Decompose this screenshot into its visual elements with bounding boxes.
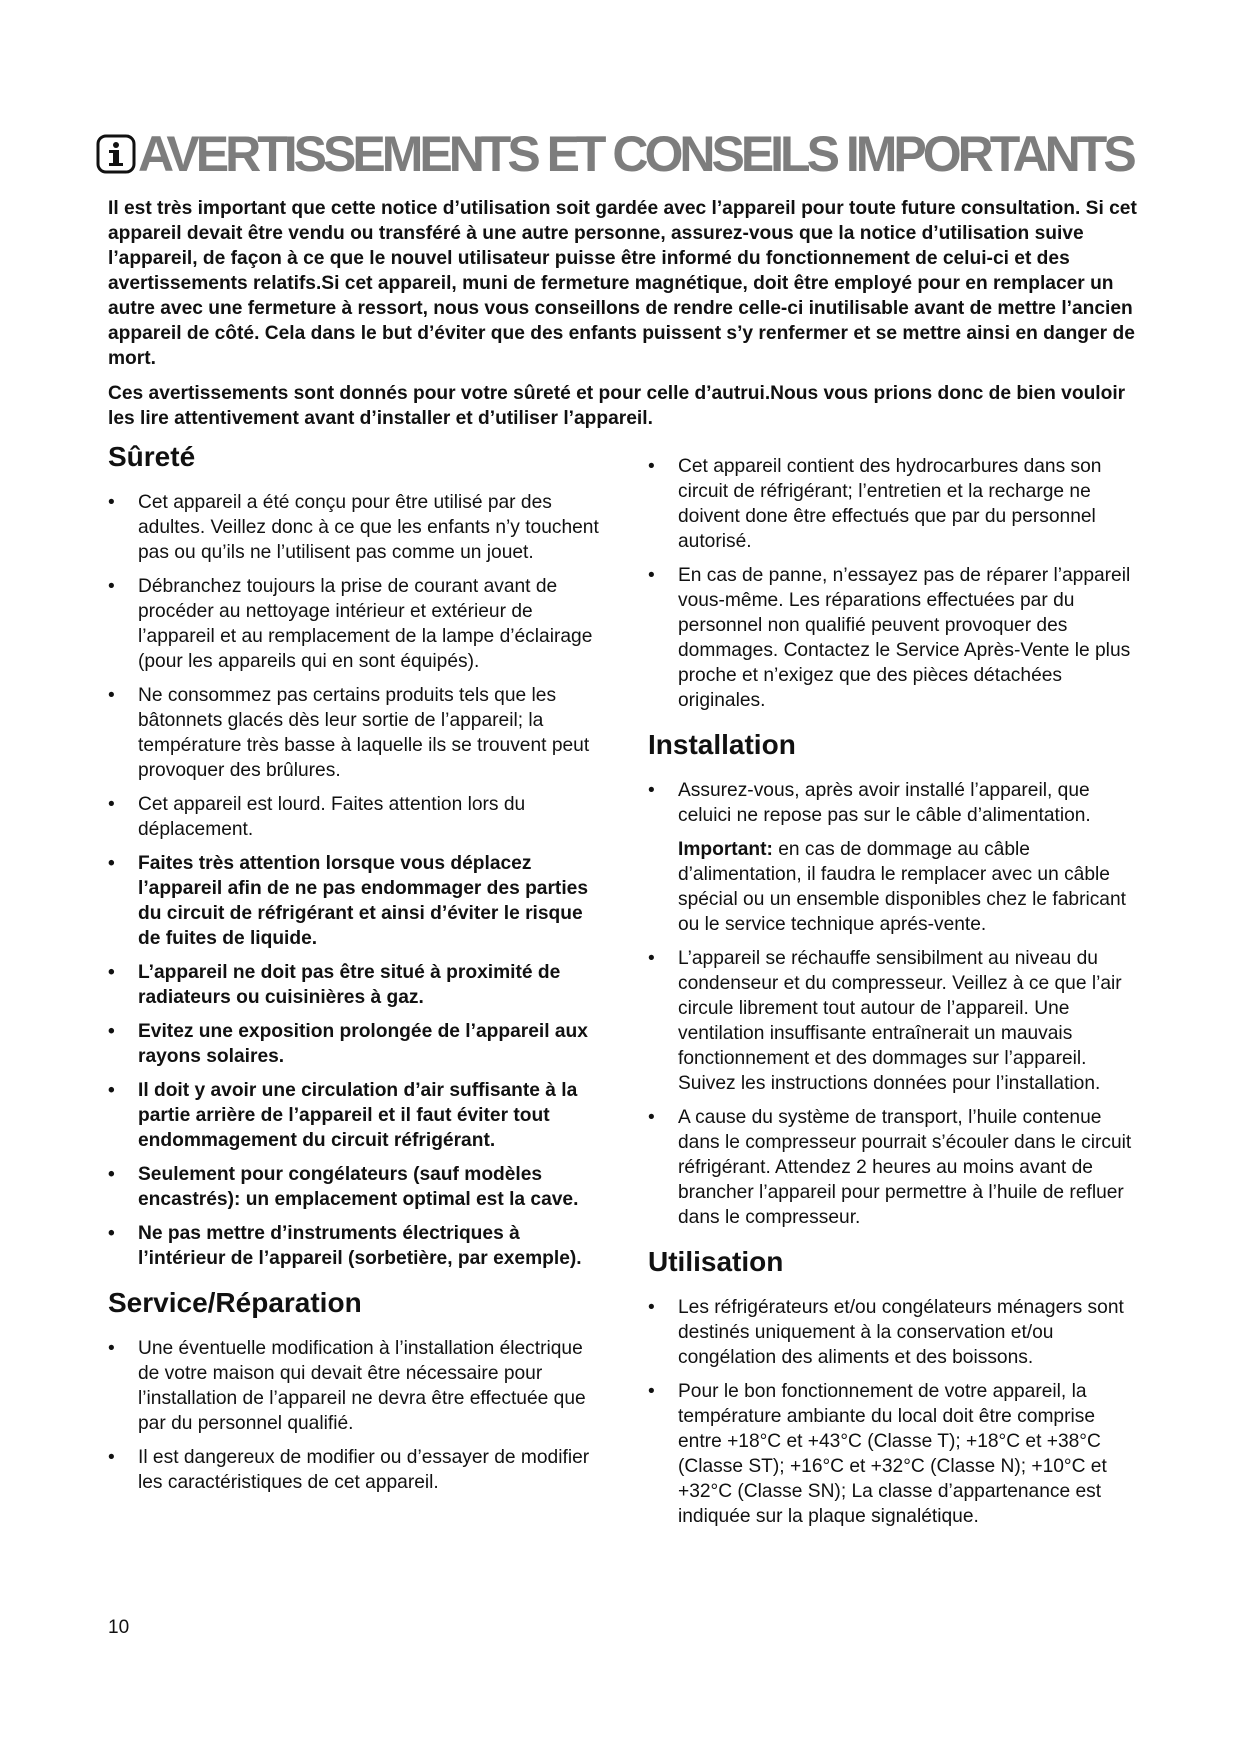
page-title: AVERTISSEMENTS ET CONSEILS IMPORTANTS [138, 126, 1133, 182]
list-item: • Assurez-vous, après avoir installé l’appareil, que celuici ne repose pas sur le câble d’alimentation. Important: en cas de dommage au câble d’alimentation, il faudra le remplacer avec un câble spécial ou un ensemble disponibles chez le fabricant ou le service technique aprés-vente. [648, 778, 1142, 937]
list-item: • Cet appareil a été conçu pour être utilisé par des adultes. Veillez donc à ce que les enfants n’y touchent pas ou qu’ils ne l’utilisent pas comme un jouet. [108, 492, 599, 563]
bullet: • [648, 1107, 655, 1128]
list-item: • Cet appareil contient des hydrocarbures dans son circuit de réfrigérant; l’entretien et la recharge ne doivent done être effectués que par du personnel autorisé. [648, 456, 1102, 552]
list-item: • Les réfrigérateurs et/ou congélateurs ménagers sont destinés uniquement à la conservation et/ou congélation des aliments et des boissons. [648, 1297, 1124, 1368]
important-note: Important: en cas de dommage au câble d’alimentation, il faudra le remplacer avec un câble spécial ou un ensemble disponibles chez le fabricant ou le service technique aprés-vente. [678, 839, 1126, 935]
page-header [96, 118, 1156, 190]
bullet: • [108, 1338, 115, 1359]
list-item: • Il doit y avoir une circulation d’air suffisante à la partie arrière de l’appareil et il faut éviter tout endommagement du circuit réfrigérant. [108, 1080, 578, 1151]
bullet: • [108, 1164, 115, 1185]
section-heading-service: Service/Réparation [108, 1287, 362, 1318]
bullet: • [648, 780, 655, 801]
important-label: Important: [678, 839, 773, 860]
list-item: • L’appareil ne doit pas être situé à proximité de radiateurs ou cuisinières à gaz. [108, 962, 561, 1008]
bullet: • [108, 1021, 115, 1042]
list-item: • En cas de panne, n’essayez pas de réparer l’appareil vous-même. Les réparations effectuées par du personnel non qualifié peuvent provoquer des dommages. Contactez le Service Après-Vente le plus proche et n’exigez que des pièces détachées originales. [648, 565, 1131, 711]
bullet: • [108, 685, 115, 706]
section-heading-installation: Installation [648, 729, 796, 760]
section-heading-surete: Sûreté [108, 441, 196, 472]
bullet: • [108, 1080, 115, 1101]
list-item: • Ne pas mettre d’instruments électriques à l’intérieur de l’appareil (sorbetière, par exemple). [108, 1223, 582, 1269]
list-item: • Seulement pour congélateurs (sauf modèles encastrés): un emplacement optimal est la cave. [108, 1164, 579, 1210]
bullet: • [108, 1447, 115, 1468]
list-item: • Evitez une exposition prolongée de l’appareil aux rayons solaires. [108, 1021, 588, 1067]
list-item: • Il est dangereux de modifier ou d’essayer de modifier les caractéristiques de cet appareil. [108, 1447, 590, 1493]
installation-list [648, 778, 1142, 1230]
bullet: • [108, 853, 115, 874]
page-number: 10 [108, 1617, 130, 1638]
utilisation-list [648, 1295, 1142, 1529]
service-list-continued [648, 454, 1142, 713]
bullet: • [648, 1297, 655, 1318]
bullet: • [648, 948, 655, 969]
section-heading-utilisation: Utilisation [648, 1246, 784, 1277]
list-item: • Pour le bon fonctionnement de votre appareil, la température ambiante du local doit être comprise entre +18°C et +43°C (Classe T); +18°C et +38°C (Classe ST); +16°C et +32°C (Classe N); +10°C et +32°C (Classe SN); La classe d’appartenance est indiquée sur la plaque signalétique. [648, 1381, 1107, 1527]
list-item: • Cet appareil est lourd. Faites attention lors du déplacement. [108, 794, 526, 840]
list-item: • Ne consommez pas certains produits tels que les bâtonnets glacés dès leur sortie de l’appareil; la température très basse à laquelle ils se trouvent peut provoquer des brûlures. [108, 685, 590, 781]
bullet: • [108, 1223, 115, 1244]
list-item: • Une éventuelle modification à l’installation électrique de votre maison qui devait être nécessaire pour l’installation de l’appareil ne devra être effectuée que par du personnel qualifié. [108, 1338, 586, 1434]
bullet: • [108, 794, 115, 815]
right-column [648, 454, 1142, 1538]
left-column [108, 440, 608, 1504]
bullet: • [108, 962, 115, 983]
bullet: • [108, 492, 115, 513]
bullet: • [648, 1381, 655, 1402]
intro [108, 196, 1138, 441]
bullet: • [108, 576, 115, 597]
list-item: • Débranchez toujours la prise de courant avant de procéder au nettoyage intérieur et extérieur de l’appareil et au remplacement de la lampe d’éclairage (pour les appareils qui en sont équipés). [108, 576, 593, 672]
list-item: • A cause du système de transport, l’huile contenue dans le compresseur pourrait s’écouler dans le circuit réfrigérant. Attendez 2 heures au moins avant de brancher l’appareil pour permettre à l’huile de refluer dans le compresseur. [648, 1107, 1132, 1228]
list-item: • L’appareil se réchauffe sensibilment au niveau du condenseur et du compresseur. Veillez à ce que l’air circule librement tout autour de l’appareil. Une ventilation insuffisante entraînerait un mauvais fonctionnement et des dommages sur l’appareil. Suivez les instructions données pour l’installation. [648, 948, 1122, 1094]
surete-list [108, 490, 608, 1271]
bullet: • [648, 456, 655, 477]
intro-paragraph: Il est très important que cette notice d’utilisation soit gardée avec l’appareil pour toute future consultation. Si cet appareil devait être vendu ou transféré à une autre personne, assurez-vous que la notice d’utilisation suive l’appareil, de façon à ce que le nouvel utilisateur puisse être informé du fonctionnement de celui-ci et des avertissements relatifs.Si cet appareil, muni de fermeture magnétique, doit être employé pour en remplacer un autre avec une fermeture à ressort, nous vous conseillons de rendre celle-ci inutilisable avant de mettre l’ancien appareil de côté. Cela dans le but d’éviter que des enfants puissent s’y renfermer et se mettre ainsi en danger de mort. [108, 198, 1137, 369]
intro-paragraph: Ces avertissements sont donnés pour votre sûreté et pour celle d’autrui.Nous vous prions donc de bien vouloir les lire attentivement avant d’installer et d’utiliser l’appareil. [108, 383, 1126, 429]
list-item: • Faites très attention lorsque vous déplacez l’appareil afin de ne pas endommager des parties du circuit de réfrigérant et ainsi d’éviter le risque de fuites de liquide. [108, 853, 588, 949]
bullet: • [648, 565, 655, 586]
service-list [108, 1336, 608, 1495]
info-icon [96, 134, 136, 174]
